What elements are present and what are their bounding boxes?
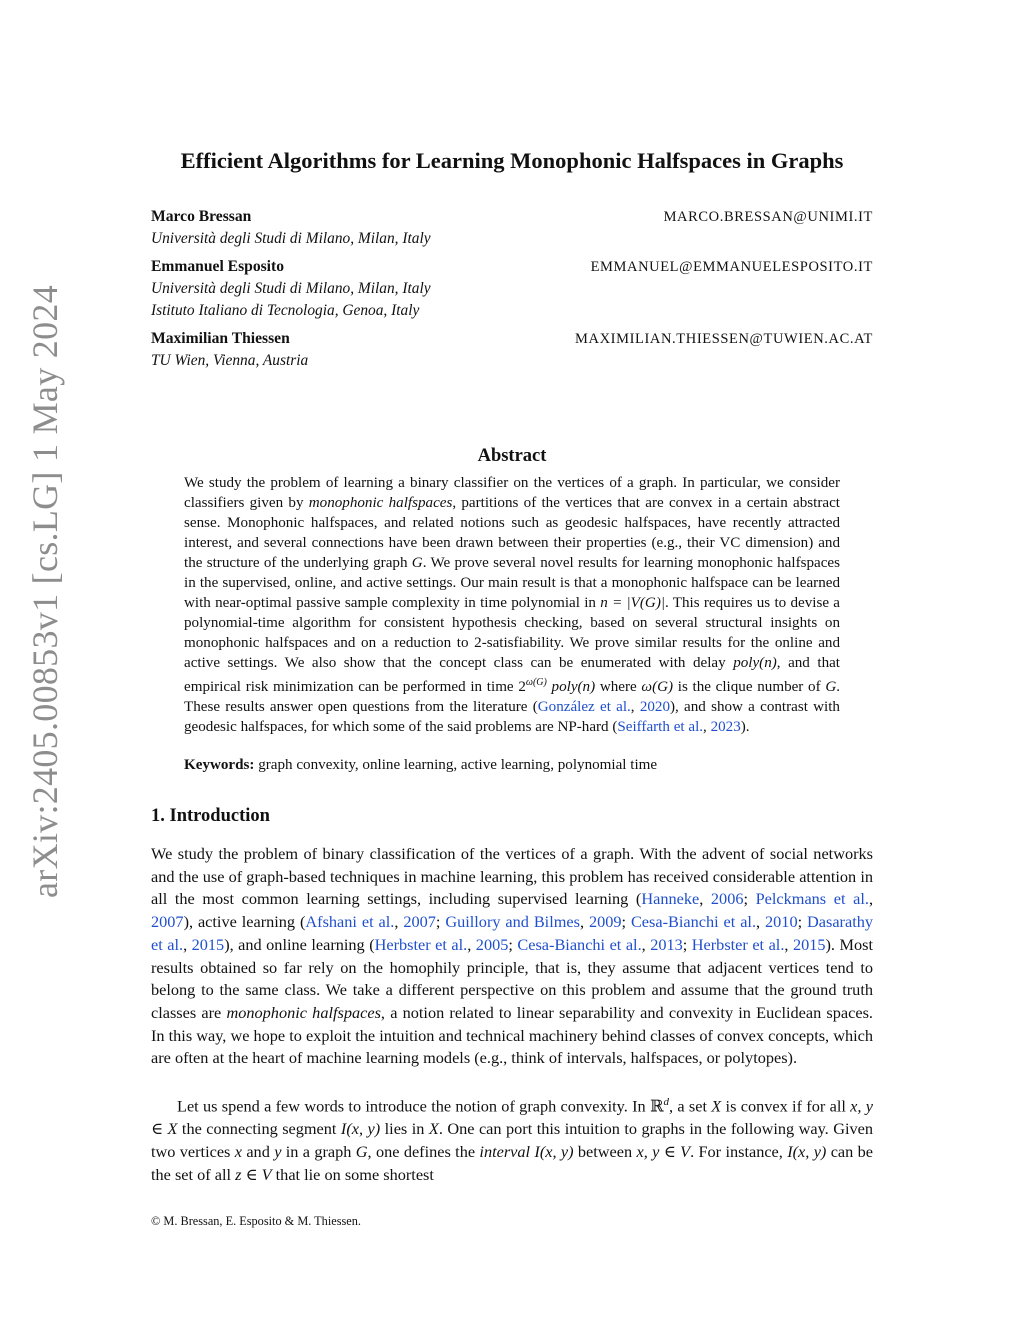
- author-name: Maximilian Thiessen: [151, 330, 290, 347]
- author-block: [151, 256, 873, 322]
- citation-link[interactable]: Guillory and Bilmes: [445, 912, 580, 932]
- author-email: MAXIMILIAN.THIESSEN@TUWIEN.AC.AT: [575, 331, 873, 347]
- author-block: [151, 328, 873, 372]
- author-affiliation: Università degli Studi di Milano, Milan, Italy: [151, 230, 431, 247]
- citation-link[interactable]: González et al.: [537, 699, 631, 716]
- citation-link[interactable]: 2009: [588, 912, 622, 932]
- author-name: Marco Bressan: [151, 208, 252, 225]
- citation-link[interactable]: 2020: [639, 699, 670, 716]
- section-heading: 1. Introduction: [151, 806, 270, 826]
- author-name: Emmanuel Esposito: [151, 258, 285, 275]
- author-affiliation: TU Wien, Vienna, Austria: [151, 352, 309, 369]
- citation-link[interactable]: 2007: [151, 912, 184, 932]
- citation-link[interactable]: Seiffarth et al.: [617, 719, 704, 736]
- author-affiliation: Istituto Italiano di Tecnologia, Genoa, Italy: [151, 302, 420, 319]
- citation-link[interactable]: Cesa-Bianchi et al.: [630, 912, 757, 932]
- author-block: [151, 206, 873, 250]
- keywords: Keywords: graph convexity, online learning, active learning, polynomial time: [184, 757, 658, 773]
- citation-link[interactable]: Cesa-Bianchi et al.: [517, 934, 642, 954]
- author-email: MARCO.BRESSAN@UNIMI.IT: [663, 209, 873, 225]
- citation-link[interactable]: Hanneke: [641, 889, 700, 909]
- paper-title: Efficient Algorithms for Learning Monophonic Halfspaces in Graphs: [180, 148, 844, 173]
- citation-link[interactable]: 2023: [710, 719, 741, 736]
- abstract-heading: Abstract: [477, 446, 547, 466]
- citation-link[interactable]: 2015: [792, 934, 826, 954]
- citation-link[interactable]: 2015: [191, 934, 225, 954]
- author-email: EMMANUEL@EMMANUELESPOSITO.IT: [590, 259, 873, 275]
- copyright-footer: © M. Bressan, E. Esposito & M. Thiessen.: [151, 1214, 361, 1228]
- abstract-text: We study the problem of learning a binary classifier on the vertices of a graph. In particular, we consider classifiers given by monophonic halfspaces, partitions of the vertices that are convex in a certain abstract sense. Monophonic halfspaces, and related notions such as geodesic halfspaces, have recently attracted interest, and several connections have been drawn between their properties (e.g., their VC dimension) and the structure of the underlying graph G. We prove several novel results for learning monophonic halfspaces in the supervised, online, and active settings. Our main result is that a monophonic halfspace can be learned with near-optimal passive sample complexity in time polynomial in n = |V(G)|. This requires us to devise a polynomial-time algorithm for consistent hypothesis checking, based on several structural insights on monophonic halfspaces and on a reduction to 2-satisfiability. We prove similar results for the online and active settings. We also show that the concept class can be enumerated with delay poly(n), and that empirical risk minimization can be performed in time $2^{\omega(G)}$ poly(n) where ω(G) is the clique number of G. These results answer open questions from the literature (González et al., 2020), and show a contrast with geodesic halfspaces, for which some of the said problems are NP-hard (Seiffarth et al., 2023).: [184, 475, 841, 736]
- arxiv-stamp: arXiv:2405.00853v1 [cs.LG] 1 May 2024: [25, 284, 65, 898]
- citation-link[interactable]: Dasarathy et al.: [151, 912, 874, 954]
- citation-link[interactable]: 2010: [765, 912, 798, 932]
- citation-link[interactable]: Herbster et al.: [374, 934, 468, 954]
- intro-paragraph: We study the problem of binary classification of the vertices of a graph. With the advent of social networks and the use of graph-based techniques in machine learning, this problem has received considerable attention in all the most common learning settings, including supervised learning (Hanneke, 2006; Pelckmans et al., 2007), active learning (Afshani et al., 2007; Guillory and Bilmes, 2009; Cesa-Bianchi et al., 2010; Dasarathy et al., 2015), and online learning (Herbster et al., 2005; Cesa-Bianchi et al., 2013; Herbster et al., 2015). Most results obtained so far rely on the homophily principle, that is, they assume that adjacent vertices tend to belong to the same class. We take a different perspective on this problem and assume that the ground truth classes are monophonic halfspaces, a notion related to linear separability and convexity in Euclidean spaces. In this way, we hope to exploit the intuition and technical machinery behind classes of convex concepts, which are often at the heart of machine learning models (e.g., think of intervals, halfspaces, or polytopes).: [151, 844, 874, 1068]
- citation-link[interactable]: Pelckmans et al.: [755, 889, 869, 909]
- citation-link[interactable]: Herbster et al.: [691, 934, 785, 954]
- citation-link[interactable]: 2006: [710, 889, 744, 909]
- citation-link[interactable]: 2013: [650, 934, 683, 954]
- author-affiliation: Università degli Studi di Milano, Milan, Italy: [151, 280, 431, 297]
- citation-link[interactable]: Afshani et al.: [305, 912, 395, 932]
- citation-link[interactable]: 2007: [403, 912, 436, 932]
- intro-paragraph: Let us spend a few words to introduce the notion of graph convexity. In ℝ$^d$, a set X is convex if for all x, y ∈ X the connecting segment I(x, y) lies in X. One can port this intuition to graphs in the following way. Given two vertices x and y in a graph G, one defines the interval I(x, y) between x, y ∈ V. For instance, I(x, y) can be the set of all z ∈ V that lie on some shortest: [151, 1096, 874, 1184]
- citation-link[interactable]: 2005: [475, 934, 509, 954]
